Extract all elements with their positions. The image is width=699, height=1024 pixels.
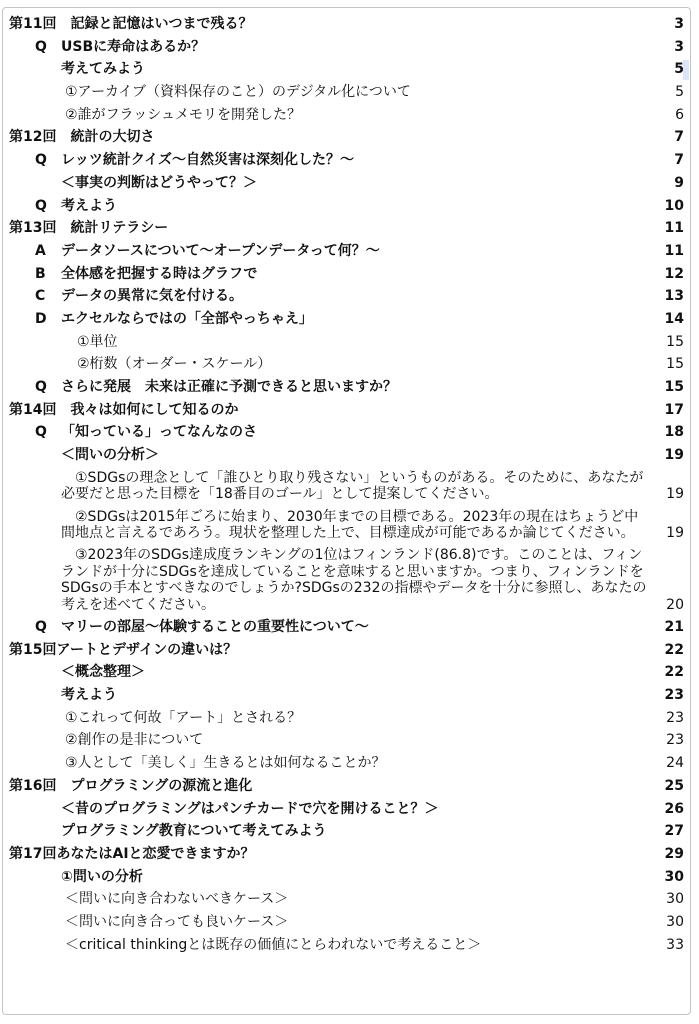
toc-page-number: 15 — [666, 356, 684, 373]
toc-entry-text: ＜概念整理＞ — [61, 664, 145, 681]
toc-page-number: 13 — [664, 288, 684, 305]
toc-entry-text: エクセルならではの「全部やっちゃえ」 — [61, 310, 313, 327]
toc-entry[interactable] — [9, 911, 684, 934]
toc-entry[interactable] — [9, 285, 684, 308]
toc-entry-title[interactable] — [35, 444, 650, 467]
toc-entry-title[interactable]: ＜問いに向き合わないべきケース＞ — [65, 891, 289, 908]
toc-entry[interactable] — [9, 506, 684, 545]
toc-entry-title[interactable] — [35, 195, 650, 218]
toc-page-number: 30 — [666, 913, 684, 930]
toc-chapter[interactable] — [9, 13, 684, 36]
toc-page-number: 19 — [666, 486, 684, 503]
toc-entry-title[interactable]: 第16回 プログラミングの源流と進化 — [9, 777, 253, 794]
toc-entry-title[interactable]: ②SDGsは2015年ごろに始まり、2030年までの目標である。2023年の現在はちょうど中間地点と言えるであろう。現状を整理した上で、目標達成が可能であるか論じてください。 — [61, 508, 639, 541]
toc-chapter[interactable] — [9, 217, 684, 240]
toc-entry[interactable] — [9, 616, 684, 639]
toc-entry-marker: A — [35, 242, 46, 259]
toc-entry-title[interactable]: 第17回あなたはAIと恋愛できますか？ — [9, 845, 255, 862]
toc-entry-title[interactable] — [35, 308, 650, 331]
toc-entry-title[interactable]: ②創作の是非について — [65, 732, 204, 749]
toc-page-number: 6 — [675, 106, 684, 123]
toc-page-number: 22 — [664, 664, 684, 681]
toc-entry-text: データの異常に気を付ける。 — [61, 288, 243, 305]
toc-entry-marker: C — [35, 288, 46, 305]
toc-entry-title[interactable] — [35, 616, 650, 639]
toc-entry-title[interactable]: ①アーカイブ（資料保存のこと）のデジタル化について — [65, 84, 411, 101]
toc-entry[interactable] — [9, 467, 684, 506]
toc-entry[interactable] — [9, 263, 684, 286]
toc-entry[interactable] — [9, 36, 684, 59]
toc-entry-title[interactable] — [35, 866, 650, 889]
toc-entry-text: ＜事実の判断はどうやって？＞ — [61, 174, 257, 191]
toc-entry-text: USBに寿命はあるか？ — [61, 38, 206, 55]
toc-entry-text: 考えてみよう — [61, 61, 145, 78]
toc-entry-marker: Q — [35, 152, 47, 169]
toc-entry-title[interactable]: ③2023年のSDGs達成度ランキングの1位はフィンランド(86.8)です。このことは、フィンランドが十分にSDGsを達成していることを意味すると思いますか。つまり、フィンランドをSDGsの手本とすべきなのでしょうか?SDGsの232の指標やデータを十分に参照し、あなたの考えを述べてください。 — [61, 547, 647, 613]
toc-entry-title[interactable]: 第15回アートとデザインの違いは？ — [9, 641, 238, 658]
toc-entry-title[interactable] — [35, 684, 650, 707]
toc-chapter[interactable] — [9, 775, 684, 798]
toc-page-number: 19 — [666, 524, 684, 541]
toc-entry-title[interactable]: ②誰がフラッシュメモリを開発した？ — [65, 106, 301, 123]
table-of-contents — [9, 13, 684, 956]
toc-page-number: 30 — [666, 891, 684, 908]
toc-page-number: 11 — [664, 242, 684, 259]
toc-page-number: 27 — [664, 823, 684, 840]
toc-entry-marker: B — [35, 265, 46, 282]
toc-entry[interactable] — [9, 421, 684, 444]
toc-entry-title[interactable]: 第13回 統計リテラシー — [9, 220, 169, 237]
toc-page-number: 18 — [664, 424, 684, 441]
toc-entry[interactable] — [9, 308, 684, 331]
toc-entry-marker: Q — [35, 424, 47, 441]
toc-entry[interactable] — [9, 353, 684, 376]
toc-page-number: 29 — [664, 845, 684, 862]
toc-entry-title[interactable]: ＜問いに向き合っても良いケース＞ — [65, 913, 289, 930]
toc-page-number: 23 — [664, 687, 684, 704]
toc-page-number: 23 — [666, 709, 684, 726]
toc-entry-title[interactable]: ①これって何故「アート」とされる？ — [65, 709, 302, 726]
toc-page-number: 3 — [674, 38, 684, 55]
toc-entry[interactable] — [9, 752, 684, 775]
toc-entry-title[interactable]: ①単位 — [77, 333, 118, 350]
toc-chapter[interactable] — [9, 126, 684, 149]
toc-entry-text: プログラミング教育について考えてみよう — [61, 823, 327, 840]
toc-entry-title[interactable] — [35, 820, 650, 843]
toc-entry[interactable] — [9, 866, 684, 889]
toc-page-number: 15 — [664, 379, 684, 395]
toc-entry[interactable] — [9, 376, 684, 399]
toc-entry-marker: Q — [35, 619, 47, 635]
toc-entry[interactable] — [9, 81, 684, 104]
toc-page-number: 23 — [666, 732, 684, 749]
toc-entry[interactable] — [9, 149, 684, 172]
toc-page-number: 7 — [674, 152, 684, 169]
toc-page-number: 7 — [674, 129, 684, 146]
toc-entry-title[interactable] — [35, 421, 650, 444]
toc-entry-marker: Q — [35, 379, 47, 395]
toc-entry-title[interactable]: 第11回 記録と記憶はいつまで残る？ — [9, 16, 253, 32]
toc-entry-title[interactable]: 第12回 統計の大切さ — [9, 129, 155, 146]
toc-entry-text: 「知っている」ってなんなのさ — [61, 424, 257, 441]
toc-entry-title[interactable]: ②桁数（オーダー・スケール） — [77, 356, 272, 373]
toc-page-number: 22 — [664, 641, 684, 658]
toc-entry-title[interactable] — [35, 172, 650, 195]
toc-entry-text: 考えよう — [61, 197, 117, 214]
toc-page-number: 17 — [664, 401, 684, 418]
toc-page-number: 9 — [674, 174, 684, 191]
toc-entry-text: ①問いの分析 — [61, 868, 143, 885]
toc-chapter[interactable] — [9, 639, 684, 662]
toc-entry-title[interactable] — [35, 376, 650, 399]
toc-entry[interactable] — [9, 104, 684, 127]
toc-entry-marker: D — [35, 310, 47, 327]
toc-entry-title[interactable] — [35, 661, 650, 684]
toc-entry[interactable] — [9, 444, 684, 467]
toc-entry-text: ＜問いの分析＞ — [61, 447, 159, 464]
toc-entry[interactable] — [9, 195, 684, 218]
toc-entry-text: データソースについて〜オープンデータって何？〜 — [61, 242, 380, 259]
toc-chapter[interactable] — [9, 843, 684, 866]
toc-entry[interactable] — [9, 331, 684, 354]
toc-entry-title[interactable] — [35, 798, 650, 821]
toc-page-number: 10 — [664, 197, 684, 214]
toc-entry-text: マリーの部屋〜体験することの重要性について〜 — [61, 619, 369, 635]
toc-page-number: 14 — [664, 310, 684, 327]
toc-entry-title[interactable]: ＜critical thinkingとは既存の価値にとらわれないで考えること＞ — [65, 936, 482, 953]
toc-page-number: 20 — [666, 596, 684, 613]
toc-entry-text: 考えよう — [61, 687, 117, 704]
toc-entry-text: さらに発展 未来は正確に予測できると思いますか？ — [61, 379, 397, 395]
toc-entry-title[interactable] — [35, 36, 650, 59]
toc-chapter[interactable] — [9, 399, 684, 422]
toc-page-number: 30 — [664, 868, 684, 885]
toc-entry-title[interactable] — [35, 149, 650, 172]
toc-page-number: 15 — [666, 333, 684, 350]
toc-entry[interactable] — [9, 544, 684, 616]
toc-entry[interactable] — [9, 707, 684, 730]
toc-entry-title[interactable] — [35, 263, 650, 286]
toc-entry-title[interactable] — [35, 285, 650, 308]
toc-entry-text: 全体感を把握する時はグラフで — [61, 265, 258, 282]
toc-entry-marker: Q — [35, 38, 47, 55]
toc-page-number: 3 — [674, 16, 684, 32]
toc-entry-text: ＜昔のプログラミングはパンチカードで穴を開けること？＞ — [61, 800, 439, 817]
toc-page-number: 21 — [664, 619, 684, 635]
toc-page-number: 26 — [664, 800, 684, 817]
toc-entry[interactable] — [9, 684, 684, 707]
toc-entry[interactable] — [9, 729, 684, 752]
toc-entry[interactable] — [9, 798, 684, 821]
toc-entry[interactable] — [9, 240, 684, 263]
toc-entry[interactable] — [9, 661, 684, 684]
toc-entry-title[interactable]: 第14回 我々は如何にして知るのか — [9, 401, 239, 418]
toc-page-number: 5 — [674, 61, 684, 78]
toc-entry-title[interactable]: ③人として「美しく」生きるとは如何なることか？ — [65, 755, 386, 772]
toc-entry[interactable] — [9, 888, 684, 911]
toc-entry[interactable] — [9, 172, 684, 195]
toc-entry[interactable] — [9, 58, 684, 81]
toc-entry[interactable] — [9, 820, 684, 843]
toc-entry[interactable] — [9, 934, 684, 957]
toc-entry-title[interactable] — [35, 240, 650, 263]
toc-entry-marker: Q — [35, 197, 47, 214]
toc-page-number: 33 — [666, 936, 684, 953]
toc-page-number: 25 — [664, 777, 684, 794]
toc-entry-title[interactable] — [35, 58, 650, 81]
toc-page-number: 19 — [664, 447, 684, 464]
toc-page-number: 24 — [666, 755, 684, 772]
toc-entry-text: レッツ統計クイズ〜自然災害は深刻化した？〜 — [61, 152, 355, 169]
toc-page-number: 5 — [675, 84, 684, 101]
toc-page-number: 12 — [664, 265, 684, 282]
toc-page-number: 11 — [664, 220, 684, 237]
toc-entry-title[interactable]: ①SDGsの理念として「誰ひとり取り残さない」というものがある。そのために、あなたが必要だと思った目標を「18番目のゴール」として提案してください。 — [61, 469, 644, 503]
